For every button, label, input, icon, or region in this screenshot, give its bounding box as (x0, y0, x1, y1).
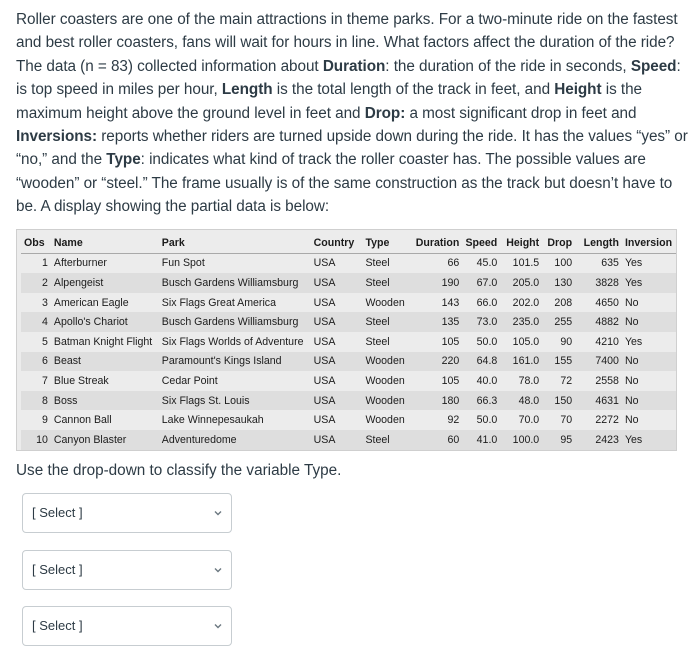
problem-description (16, 8, 688, 219)
table-cell: Wooden (362, 352, 408, 372)
table-cell: 235.0 (500, 312, 542, 332)
table-cell: Yes (622, 430, 676, 450)
table-cell: Steel (362, 312, 408, 332)
table-cell: Wooden (365, 414, 405, 427)
table-cell: USA (311, 352, 363, 372)
table-cell: 64.8 (462, 352, 500, 372)
chevron-down-icon (212, 620, 224, 632)
term-height: Height (554, 81, 602, 99)
table-cell: Lake Winnepesaukah (161, 414, 264, 427)
table-cell: Wooden (362, 391, 408, 411)
table-cell: USA (311, 391, 363, 411)
table-cell: 90 (560, 335, 573, 348)
table-cell: No (622, 352, 676, 372)
table-cell: Fun Spot (161, 257, 205, 270)
table-cell: USA (311, 430, 363, 450)
chevron-down-icon (212, 507, 224, 519)
dropdown-value: [ Select ] (32, 562, 83, 577)
table-cell: 92 (447, 414, 460, 427)
table-row (21, 352, 676, 372)
type-dropdown-2[interactable] (22, 550, 232, 590)
table-cell: Six Flags Worlds of Adventure (161, 335, 304, 348)
chevron-down-icon (212, 564, 224, 576)
table-row (21, 293, 676, 313)
table-cell: USA (311, 273, 363, 293)
term-inversions: Inversions: (16, 128, 98, 146)
table-cell: 202.0 (512, 296, 540, 309)
table-cell: Steel (365, 335, 390, 348)
roller-coaster-table (21, 233, 676, 450)
table-cell: Canyon Blaster (51, 430, 159, 450)
table-cell: No (622, 312, 676, 332)
table-cell: 635 (601, 257, 619, 270)
table-cell: 70 (560, 414, 573, 427)
table-cell: Steel (362, 273, 408, 293)
table-cell: 105 (441, 335, 460, 348)
table-cell: 208 (554, 296, 573, 309)
table-cell: 7400 (575, 352, 622, 372)
table-cell: Steel (362, 430, 408, 450)
table-cell: USA (313, 296, 336, 309)
table-cell: Boss (51, 391, 159, 411)
table-cell: 135 (408, 312, 462, 332)
table-cell: 66.0 (476, 296, 498, 309)
table-cell: 66 (447, 257, 460, 270)
question-text: Use the drop-down to classify the variable Type. (16, 462, 342, 479)
table-cell: Adventuredome (159, 430, 311, 450)
table-cell: 100.0 (500, 430, 542, 450)
table-cell: USA (313, 414, 336, 427)
term-type: Type (106, 151, 141, 169)
col-header: Type (362, 233, 408, 253)
table-cell: 100 (554, 257, 573, 270)
table-cell: 1 (41, 257, 48, 270)
table-cell: 67.0 (462, 273, 500, 293)
table-row (21, 410, 676, 430)
data-table-panel (16, 229, 677, 451)
table-cell: 66.3 (462, 391, 500, 411)
table-cell: 3 (41, 296, 48, 309)
table-cell: 161.0 (500, 352, 542, 372)
intro-text-4: is the total length of the track in feet, and (272, 81, 555, 99)
table-cell: 2558 (595, 374, 619, 387)
col-header: Speed (462, 233, 500, 253)
table-cell: 143 (441, 296, 460, 309)
intro-text-7: reports whether riders are turned upside down during the ride. It has the values “yes” or “no,” and the (16, 128, 688, 169)
table-cell: No (622, 391, 676, 411)
table-cell: 78.0 (518, 374, 540, 387)
table-row (21, 273, 676, 293)
table-cell: Wooden (365, 374, 405, 387)
table-cell: Busch Gardens Williamsburg (159, 273, 311, 293)
term-duration: Duration (322, 57, 386, 75)
table-cell: Yes (624, 335, 643, 348)
table-cell: USA (313, 335, 336, 348)
col-header: Country (311, 233, 363, 253)
table-cell: 205.0 (500, 273, 542, 293)
col-header: Drop (542, 233, 575, 253)
dropdown-value: [ Select ] (32, 618, 83, 633)
table-cell: 48.0 (500, 391, 542, 411)
col-header: Name (51, 233, 159, 253)
intro-text-2: : the duration of the ride in seconds, (385, 57, 631, 75)
table-cell: USA (313, 374, 336, 387)
table-cell: Alpengeist (51, 273, 159, 293)
table-cell: 7 (41, 374, 48, 387)
table-cell: 2272 (595, 414, 619, 427)
table-cell: Batman Knight Flight (53, 335, 153, 348)
table-cell: 72 (560, 374, 573, 387)
table-cell: 10 (21, 430, 51, 450)
table-cell: 2 (21, 273, 51, 293)
dropdown-value: [ Select ] (32, 505, 83, 520)
table-cell: 50.0 (476, 414, 498, 427)
table-cell: 150 (542, 391, 575, 411)
table-cell: 45.0 (476, 257, 498, 270)
intro-text-6: a most significant drop in feet and (405, 104, 637, 122)
table-cell: No (624, 296, 639, 309)
table-cell: 60 (408, 430, 462, 450)
table-cell: Six Flags St. Louis (159, 391, 311, 411)
col-header: Length (575, 233, 622, 253)
table-row (21, 430, 676, 450)
table-cell: Busch Gardens Williamsburg (159, 312, 311, 332)
table-cell: 50.0 (476, 335, 498, 348)
table-cell: 40.0 (476, 374, 498, 387)
table-cell: 5 (41, 335, 48, 348)
table-cell: 220 (408, 352, 462, 372)
col-header: Park (159, 233, 311, 253)
table-cell: Beast (51, 352, 159, 372)
table-cell: 255 (542, 312, 575, 332)
table-cell: 4650 (595, 296, 619, 309)
table-cell: 4210 (595, 335, 619, 348)
table-cell: 41.0 (462, 430, 500, 450)
table-cell: 70.0 (518, 414, 540, 427)
table-cell: 4631 (575, 391, 622, 411)
table-cell: 180 (408, 391, 462, 411)
table-cell: No (624, 414, 639, 427)
table-cell: 3828 (575, 273, 622, 293)
table-cell: 4882 (575, 312, 622, 332)
table-row (21, 391, 676, 411)
table-row (21, 371, 676, 391)
col-header: Height (500, 233, 542, 253)
intro-text-5: is the maximum height above the ground level in feet and (16, 81, 642, 122)
table-cell: USA (311, 312, 363, 332)
table-cell: 2423 (575, 430, 622, 450)
table-row (21, 312, 676, 332)
type-dropdown-3[interactable] (22, 606, 232, 646)
table-cell: 95 (542, 430, 575, 450)
table-row (21, 332, 676, 352)
table-cell: No (624, 374, 639, 387)
intro-text-1: Roller coasters are one of the main attractions in theme parks. For a two-minute ride on the fastest and best roller coasters, fans will wait for hours in line. What factors affect the duration of the ride? The data (n = 83) collected information about (16, 11, 678, 75)
table-cell: Afterburner (53, 257, 107, 270)
intro-text-8: : indicates what kind of track the roller coaster has. The possible values are “wooden” or “steel.” The frame usually is of the same construction as the track but doesn’t have to be. A display showing the partial data is below: (16, 151, 673, 216)
table-cell: Yes (622, 273, 676, 293)
term-length: Length (221, 81, 273, 99)
table-cell: Cedar Point (161, 374, 218, 387)
table-cell: 130 (542, 273, 575, 293)
table-cell: USA (313, 257, 336, 270)
table-cell: American Eagle (53, 296, 129, 309)
table-row (21, 253, 676, 273)
col-header: Duration (408, 233, 462, 253)
col-header: Obs (21, 233, 51, 253)
table-cell: 105.0 (512, 335, 540, 348)
table-cell: Wooden (365, 296, 405, 309)
table-cell: 105 (441, 374, 460, 387)
table-cell: 9 (41, 414, 48, 427)
term-drop: Drop: (364, 104, 406, 122)
table-cell: Cannon Ball (53, 414, 112, 427)
table-header-row (21, 233, 676, 253)
table-cell: 73.0 (462, 312, 500, 332)
table-cell: Six Flags Great America (161, 296, 276, 309)
intro-text-3: : is top speed in miles per hour, (16, 57, 681, 99)
table-cell: 101.5 (512, 257, 540, 270)
type-dropdown-1[interactable] (22, 493, 232, 533)
table-cell: 8 (21, 391, 51, 411)
table-cell: 190 (408, 273, 462, 293)
table-cell: Yes (624, 257, 643, 270)
table-cell: 155 (542, 352, 575, 372)
table-cell: Blue Streak (53, 374, 109, 387)
term-speed: Speed (630, 57, 677, 75)
table-cell: 4 (21, 312, 51, 332)
col-header: Inversion (622, 233, 676, 253)
table-cell: 6 (21, 352, 51, 372)
table-cell: Apollo's Chariot (51, 312, 159, 332)
table-cell: Paramount's Kings Island (159, 352, 311, 372)
table-cell: Steel (365, 257, 390, 270)
